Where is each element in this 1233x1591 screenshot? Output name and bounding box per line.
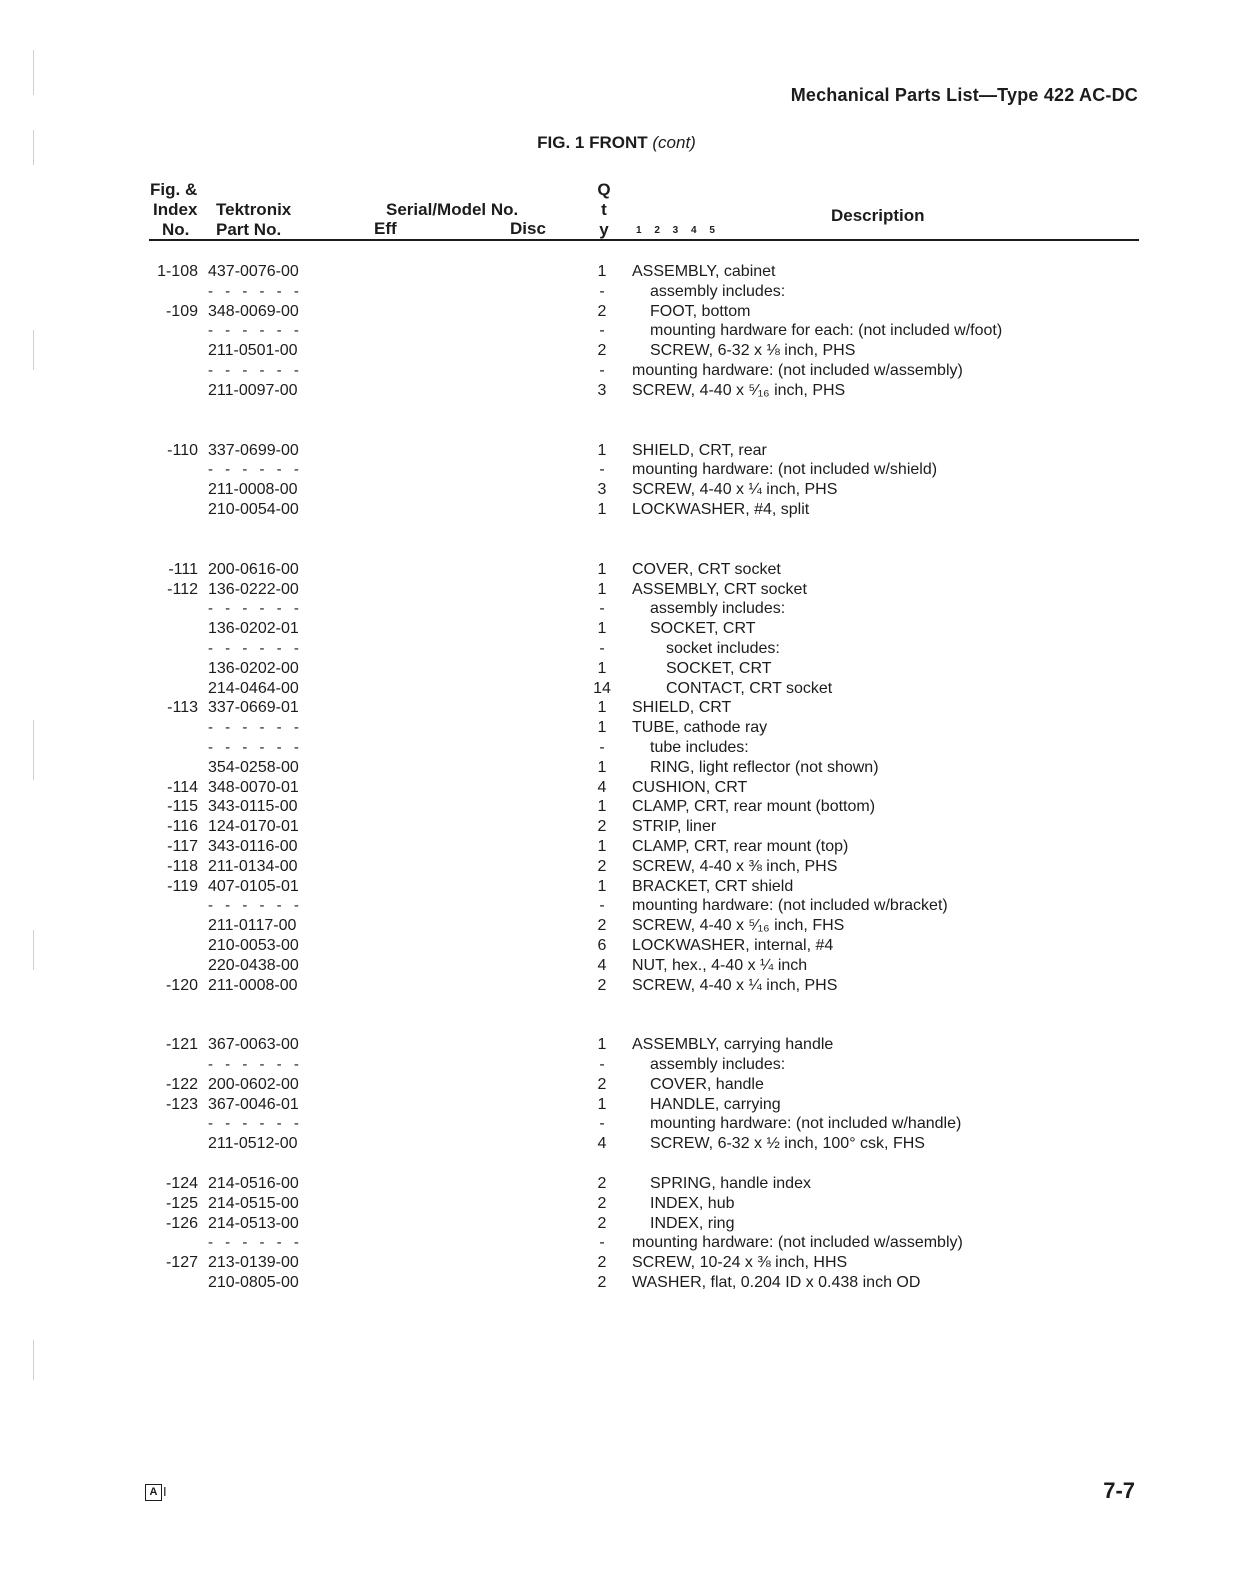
row-description: SHIELD, CRT, rear xyxy=(632,441,767,459)
row-part-no: - - - - - - xyxy=(208,738,303,756)
row-description: STRIP, liner xyxy=(632,818,717,836)
row-part-no: 136-0202-00 xyxy=(208,659,299,677)
table-row xyxy=(0,718,1233,738)
header-serial: Serial/Model No. xyxy=(386,200,519,219)
table-row xyxy=(0,837,1233,857)
row-qty: 6 xyxy=(597,936,607,954)
margin-mark xyxy=(33,1340,34,1380)
row-qty: 2 xyxy=(597,1254,607,1272)
header-rule xyxy=(149,239,1139,241)
row-description: tube includes: xyxy=(650,738,749,756)
row-description: ASSEMBLY, CRT socket xyxy=(632,580,807,598)
row-part-no: 210-0053-00 xyxy=(208,936,299,954)
header-part-no-2: Part No. xyxy=(216,220,282,239)
row-qty: - xyxy=(599,322,605,340)
row-description: TUBE, cathode ray xyxy=(632,719,768,737)
row-part-no: 211-0097-00 xyxy=(208,381,298,399)
tek-logo-tail: I xyxy=(163,1484,167,1499)
row-description: SCREW, 6-32 x ⅛ inch, PHS xyxy=(650,342,856,360)
row-qty: 1 xyxy=(597,620,607,638)
row-description: mounting hardware for each: (not included w/foot) xyxy=(650,322,1003,340)
table-row xyxy=(0,302,1233,322)
table-row xyxy=(0,797,1233,817)
row-qty: 1 xyxy=(597,560,607,578)
row-description: COVER, CRT socket xyxy=(632,560,781,578)
row-description: CLAMP, CRT, rear mount (top) xyxy=(632,837,849,855)
row-part-no: - - - - - - xyxy=(208,361,303,379)
row-description: HANDLE, carrying xyxy=(650,1095,781,1113)
header-fig-index-2: Index xyxy=(153,200,198,219)
row-part-no: 214-0516-00 xyxy=(208,1175,299,1193)
row-index: -113 xyxy=(167,699,198,717)
row-part-no: - - - - - - xyxy=(208,1234,303,1252)
table-row xyxy=(0,738,1233,758)
row-qty: - xyxy=(599,738,605,756)
header-qty-2: t xyxy=(601,200,607,219)
row-description: mounting hardware: (not included w/assembly) xyxy=(632,1234,963,1252)
table-row xyxy=(0,619,1233,639)
row-description: CONTACT, CRT socket xyxy=(666,679,833,697)
header-qty-3: y xyxy=(599,220,609,239)
table-row xyxy=(0,361,1233,381)
row-qty: 1 xyxy=(597,580,607,598)
row-qty: 1 xyxy=(597,1036,607,1054)
row-description: assembly includes: xyxy=(650,282,786,300)
row-part-no: 213-0139-00 xyxy=(208,1254,299,1272)
row-part-no: - - - - - - xyxy=(208,322,303,340)
row-index: -123 xyxy=(165,1095,198,1113)
row-part-no: - - - - - - xyxy=(208,897,303,915)
row-part-no: 337-0669-01 xyxy=(208,699,299,717)
row-description: SCREW, 4-40 x ⁵⁄₁₆ inch, PHS xyxy=(632,381,846,399)
table-row xyxy=(0,659,1233,679)
row-description: SHIELD, CRT xyxy=(632,699,732,717)
row-description: NUT, hex., 4-40 x ¼ inch xyxy=(632,956,808,974)
row-qty: 2 xyxy=(597,342,607,360)
row-qty: 1 xyxy=(597,263,607,280)
row-qty: 2 xyxy=(597,1194,607,1212)
row-description: LOCKWASHER, internal, #4 xyxy=(632,936,834,954)
figure-title xyxy=(0,133,1233,153)
row-part-no: 214-0515-00 xyxy=(208,1194,299,1212)
row-description: mounting hardware: (not included w/bracket) xyxy=(632,897,948,915)
row-description: ASSEMBLY, carrying handle xyxy=(632,1036,834,1054)
running-head: Mechanical Parts List—Type 422 AC-DC xyxy=(790,85,1138,105)
header-fig-index-1: Fig. & xyxy=(150,180,198,199)
row-part-no: - - - - - - xyxy=(208,719,303,737)
row-index: -127 xyxy=(165,1254,198,1272)
row-qty: 2 xyxy=(597,818,607,836)
row-description: assembly includes: xyxy=(650,1056,786,1074)
row-qty: - xyxy=(599,600,605,618)
table-row xyxy=(0,1233,1233,1253)
row-description: SCREW, 6-32 x ½ inch, 100° csk, FHS xyxy=(650,1135,925,1153)
row-part-no: 343-0116-00 xyxy=(208,837,298,855)
table-row xyxy=(0,1055,1233,1075)
row-index: -118 xyxy=(167,857,198,875)
row-description: SOCKET, CRT xyxy=(666,659,772,677)
table-row xyxy=(0,679,1233,699)
row-description: RING, light reflector (not shown) xyxy=(650,758,879,776)
table-row xyxy=(0,441,1233,461)
row-part-no: 210-0054-00 xyxy=(208,500,299,518)
row-description: SPRING, handle index xyxy=(650,1175,811,1193)
table-row xyxy=(0,460,1233,480)
parts-table xyxy=(0,262,1233,1293)
table-row xyxy=(0,976,1233,996)
row-qty: 1 xyxy=(597,441,607,459)
row-index: -122 xyxy=(165,1075,198,1093)
row-part-no: 214-0513-00 xyxy=(208,1214,299,1232)
row-part-no: 367-0046-01 xyxy=(208,1095,299,1113)
table-row xyxy=(0,896,1233,916)
row-part-no: 343-0115-00 xyxy=(208,798,298,816)
table-row xyxy=(0,599,1233,619)
row-part-no: - - - - - - xyxy=(208,1056,303,1074)
row-qty: 1 xyxy=(597,699,607,717)
row-part-no: 136-0222-00 xyxy=(208,580,299,598)
row-description: COVER, handle xyxy=(650,1075,764,1093)
figure-title-sub: (cont) xyxy=(652,133,696,152)
table-row xyxy=(0,500,1233,520)
row-part-no: 220-0438-00 xyxy=(208,956,299,974)
header-eff: Eff xyxy=(374,219,397,238)
table-row xyxy=(0,877,1233,897)
figure-title-main: FIG. 1 FRONT xyxy=(537,133,648,152)
row-index: -112 xyxy=(167,580,198,598)
row-qty: 3 xyxy=(597,481,607,499)
header-fig-index-3: No. xyxy=(162,220,190,239)
row-part-no: 210-0805-00 xyxy=(208,1274,299,1292)
row-description: mounting hardware: (not included w/shield) xyxy=(632,461,938,479)
row-index: -115 xyxy=(167,798,198,816)
row-part-no: 211-0501-00 xyxy=(208,342,298,360)
row-part-no: 337-0699-00 xyxy=(208,441,299,459)
row-part-no: - - - - - - xyxy=(208,461,303,479)
row-index: -124 xyxy=(165,1175,198,1193)
row-index: -111 xyxy=(168,560,198,578)
table-row xyxy=(0,321,1233,341)
row-description: ASSEMBLY, cabinet xyxy=(632,263,776,280)
row-index: -120 xyxy=(165,976,198,994)
row-part-no: - - - - - - xyxy=(208,282,303,300)
header-disc: Disc xyxy=(510,219,546,238)
row-qty: - xyxy=(599,282,605,300)
row-qty: 1 xyxy=(597,1095,607,1113)
row-qty: 3 xyxy=(597,381,607,399)
indent-scale: 1 2 3 4 5 xyxy=(636,225,720,236)
table-row xyxy=(0,1194,1233,1214)
row-part-no: 200-0616-00 xyxy=(208,560,299,578)
row-qty: 2 xyxy=(597,857,607,875)
table-row xyxy=(0,341,1233,361)
row-qty: 1 xyxy=(597,500,607,518)
row-qty: 1 xyxy=(597,798,607,816)
row-description: mounting hardware: (not included w/assembly) xyxy=(632,361,963,379)
row-part-no: 211-0008-00 xyxy=(208,481,298,499)
row-index: -114 xyxy=(167,778,198,796)
table-row xyxy=(0,916,1233,936)
table-row xyxy=(0,381,1233,401)
page-number: 7-7 xyxy=(1103,1478,1135,1503)
row-qty: 1 xyxy=(597,719,607,737)
row-description: SCREW, 4-40 x ¼ inch, PHS xyxy=(632,976,838,994)
margin-mark xyxy=(33,50,34,95)
row-description: CUSHION, CRT xyxy=(632,778,748,796)
row-qty: 14 xyxy=(593,679,611,697)
row-description: SCREW, 10-24 x ⅜ inch, HHS xyxy=(632,1254,848,1272)
row-qty: 1 xyxy=(597,877,607,895)
table-row xyxy=(0,1273,1233,1293)
table-row xyxy=(0,1214,1233,1234)
row-part-no: - - - - - - xyxy=(208,639,303,657)
table-row xyxy=(0,1114,1233,1134)
row-description: SOCKET, CRT xyxy=(650,620,756,638)
table-row xyxy=(0,1095,1233,1115)
row-part-no: 354-0258-00 xyxy=(208,758,299,776)
table-row xyxy=(0,560,1233,580)
row-qty: 2 xyxy=(597,302,607,320)
table-row xyxy=(0,758,1233,778)
table-row xyxy=(0,639,1233,659)
row-description: WASHER, flat, 0.204 ID x 0.438 inch OD xyxy=(632,1274,921,1292)
row-qty: - xyxy=(599,461,605,479)
row-qty: - xyxy=(599,1056,605,1074)
row-description: SCREW, 4-40 x ¼ inch, PHS xyxy=(632,481,838,499)
row-index: -116 xyxy=(167,818,198,836)
row-part-no: 200-0602-00 xyxy=(208,1075,299,1093)
row-description: CLAMP, CRT, rear mount (bottom) xyxy=(632,798,876,816)
row-part-no: 348-0070-01 xyxy=(208,778,299,796)
table-row xyxy=(0,1134,1233,1154)
row-part-no: 437-0076-00 xyxy=(208,263,299,280)
header-qty-1: Q xyxy=(597,180,611,199)
tek-logo-icon: A xyxy=(145,1484,162,1501)
row-part-no: 211-0117-00 xyxy=(208,917,297,935)
row-qty: 2 xyxy=(597,1175,607,1193)
row-description: mounting hardware: (not included w/handle) xyxy=(650,1115,962,1133)
row-qty: 1 xyxy=(597,758,607,776)
row-qty: - xyxy=(599,1115,605,1133)
table-row xyxy=(0,262,1233,282)
row-description: socket includes: xyxy=(666,639,780,657)
row-part-no: 211-0512-00 xyxy=(208,1135,298,1153)
row-qty: 2 xyxy=(597,976,607,994)
row-qty: 2 xyxy=(597,1214,607,1232)
row-description: INDEX, hub xyxy=(650,1194,735,1212)
row-qty: 2 xyxy=(597,917,607,935)
table-row xyxy=(0,956,1233,976)
row-qty: - xyxy=(599,361,605,379)
table-row xyxy=(0,282,1233,302)
table-row xyxy=(0,778,1233,798)
header-part-no-1: Tektronix xyxy=(216,200,292,219)
row-qty: - xyxy=(599,639,605,657)
row-part-no: 211-0134-00 xyxy=(208,857,298,875)
row-part-no: 348-0069-00 xyxy=(208,302,299,320)
row-qty: 4 xyxy=(597,778,607,796)
table-row xyxy=(0,857,1233,877)
table-row xyxy=(0,698,1233,718)
row-description: LOCKWASHER, #4, split xyxy=(632,500,810,518)
table-row xyxy=(0,1174,1233,1194)
row-description: SCREW, 4-40 x ⁵⁄₁₆ inch, FHS xyxy=(632,917,845,935)
row-part-no: - - - - - - xyxy=(208,600,303,618)
row-index: -126 xyxy=(165,1214,198,1232)
row-qty: 2 xyxy=(597,1274,607,1292)
row-index: -117 xyxy=(167,837,198,855)
table-row xyxy=(0,936,1233,956)
row-part-no: 214-0464-00 xyxy=(208,679,299,697)
row-index: 1-108 xyxy=(157,263,198,280)
table-row xyxy=(0,817,1233,837)
table-row xyxy=(0,1253,1233,1273)
row-description: FOOT, bottom xyxy=(650,302,751,320)
header-description: Description xyxy=(831,206,925,225)
row-qty: - xyxy=(599,1234,605,1252)
row-qty: 1 xyxy=(597,837,607,855)
table-row xyxy=(0,1075,1233,1095)
table-row xyxy=(0,480,1233,500)
row-index: -119 xyxy=(167,877,198,895)
table-row xyxy=(0,1035,1233,1055)
row-qty: 4 xyxy=(597,1135,607,1153)
row-part-no: 124-0170-01 xyxy=(208,818,299,836)
table-row xyxy=(0,580,1233,600)
row-index: -121 xyxy=(165,1036,198,1054)
row-description: INDEX, ring xyxy=(650,1214,735,1232)
row-part-no: - - - - - - xyxy=(208,1115,303,1133)
row-index: -110 xyxy=(167,441,198,459)
row-qty: 1 xyxy=(597,659,607,677)
row-index: -125 xyxy=(165,1194,198,1212)
row-qty: 4 xyxy=(597,956,607,974)
row-part-no: 136-0202-01 xyxy=(208,620,299,638)
row-description: assembly includes: xyxy=(650,600,786,618)
row-description: BRACKET, CRT shield xyxy=(632,877,794,895)
row-qty: 2 xyxy=(597,1075,607,1093)
row-qty: - xyxy=(599,897,605,915)
row-part-no: 407-0105-01 xyxy=(208,877,299,895)
row-part-no: 367-0063-00 xyxy=(208,1036,299,1054)
row-description: SCREW, 4-40 x ⅜ inch, PHS xyxy=(632,857,838,875)
row-index: -109 xyxy=(165,302,198,320)
row-part-no: 211-0008-00 xyxy=(208,976,298,994)
